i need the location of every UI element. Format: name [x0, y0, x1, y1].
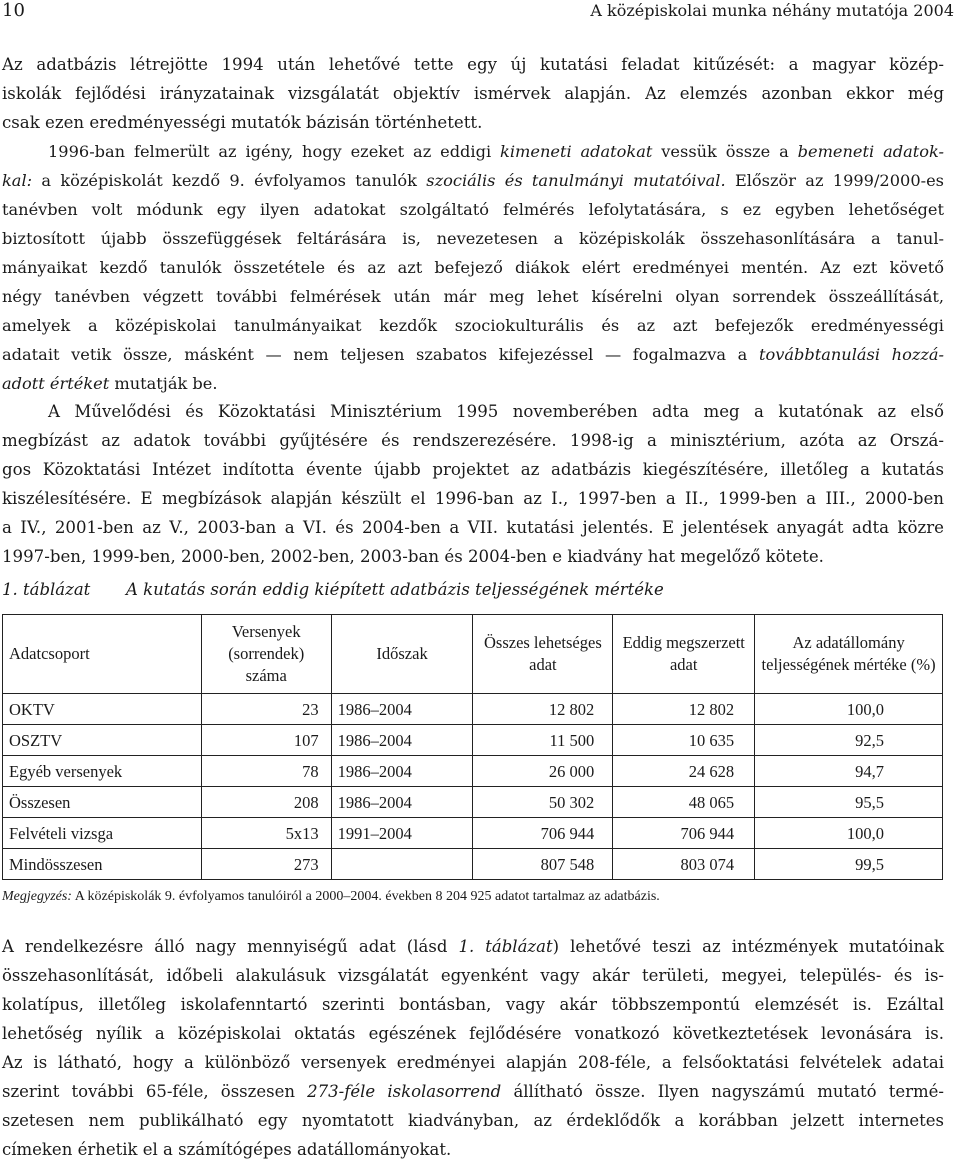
- cell-total-possible: 706 944: [473, 818, 613, 849]
- cell-total-possible: 807 548: [473, 849, 613, 880]
- table-row: [3, 694, 943, 725]
- running-title: A középiskolai munka néhány mutatója 2004: [590, 1, 954, 20]
- cell-group: OKTV: [3, 694, 202, 725]
- header-megszerzett-adat: Eddig megszerzett adat: [613, 615, 755, 694]
- header-teljesseg: Az adatállomány teljességének mértéke (%): [755, 615, 943, 694]
- para4-line6: szerint további 65-féle, összesen 273-féle iskolasorrend állítható össze. Ilyen nagyszámú mutató termé-: [2, 1082, 944, 1101]
- para2-line6: négy tanévben végzett további felmérések után már meg lehet kísérelni olyan sorrendek összeállítását,: [2, 287, 944, 306]
- table-caption: [2, 580, 664, 599]
- para1-line2: iskolák fejlődési irányzatainak vizsgálatát objektív ismérvek alapján. Az elemzés azonban ekkor még: [2, 84, 944, 103]
- para3-line6: 1997-ben, 1999-ben, 2000-ben, 2002-ben, 2003-ban és 2004-ben e kiadvány hat megelőző kötete.: [2, 547, 824, 566]
- para3-line2: megbízást az adatok további gyűjtésére és rendszerezésére. 1998-ig a minisztérium, azóta az Orszá-: [2, 431, 944, 450]
- para4-line3: kolatípus, illetőleg iskolafenntartó szerinti bontásban, vagy akár többszempontú elemzését is. Ezáltal: [2, 995, 944, 1014]
- cell-collected: 12 802: [613, 694, 755, 725]
- para4-line1: A rendelkezésre álló nagy mennyiségű adat (lásd 1. táblázat) lehetővé teszi az intézmények mutatóinak: [2, 937, 944, 956]
- cell-competitions: 107: [201, 725, 331, 756]
- header-adatcsoport: Adatcsoport: [3, 615, 202, 694]
- table-row: [3, 725, 943, 756]
- table-row: [3, 818, 943, 849]
- cell-competitions: 78: [201, 756, 331, 787]
- header-versenyek: Versenyek (sorrendek) száma: [201, 615, 331, 694]
- cell-period: 1991–2004: [331, 818, 473, 849]
- para4-line2: összehasonlítását, időbeli alakulásuk vizsgálatát egyenként vagy akár területi, megyei, település- és is-: [2, 966, 944, 985]
- cell-total-possible: 26 000: [473, 756, 613, 787]
- cell-completeness: 100,0: [755, 694, 943, 725]
- cell-completeness: 100,0: [755, 818, 943, 849]
- cell-total-possible: 50 302: [473, 787, 613, 818]
- cell-total-possible: 12 802: [473, 694, 613, 725]
- cell-group: OSZTV: [3, 725, 202, 756]
- table-row: [3, 849, 943, 880]
- cell-period: [331, 849, 473, 880]
- header-osszes-adat: Összes lehetséges adat: [473, 615, 613, 694]
- page-header: [0, 0, 960, 24]
- para4-line4: lehetőség nyílik a középiskolai oktatás egészének fejlődésére vonatkozó következtetések levonására is.: [2, 1024, 944, 1043]
- para3-line4: kiszélesítésére. E megbízások alapján készült el 1996-ban az I., 1997-ben a II., 1999-ben a III., 2000-ben: [2, 489, 944, 508]
- table-row: [3, 756, 943, 787]
- cell-completeness: 99,5: [755, 849, 943, 880]
- para2-line5: mányaikat kezdő tanulók összetétele és az azt befejező diákok elért eredményei mentén. Az ezt követő: [2, 258, 944, 277]
- cell-competitions: 273: [201, 849, 331, 880]
- table-header-row: [3, 615, 943, 694]
- header-idoszak: Időszak: [331, 615, 473, 694]
- cell-group: Mindösszesen: [3, 849, 202, 880]
- para3-line3: gos Közoktatási Intézet indította évente újabb projektet az adatbázis kiegészítésére, illetőleg a kutatás: [2, 460, 944, 479]
- para4-line8: címeken érhetik el a számítógépes adatállományokat.: [2, 1140, 452, 1159]
- cell-completeness: 95,5: [755, 787, 943, 818]
- cell-period: 1986–2004: [331, 694, 473, 725]
- para1-line1: Az adatbázis létrejötte 1994 után lehetővé tette egy új kutatási feladat kitűzését: a magyar közép-: [2, 55, 944, 74]
- para2-line1: 1996-ban felmerült az igény, hogy ezeket az eddigi kimeneti adatokat vessük össze a bemeneti adatok-: [48, 142, 944, 161]
- para2-line7: amelyek a középiskolai tanulmányaikat kezdők szociokulturális és az azt befejezők eredményességi: [2, 316, 944, 335]
- para2-line8: adatait vetik össze, másként — nem teljesen szabatos kifejezéssel — fogalmazva a továbbtanulási hozzá-: [2, 345, 944, 364]
- data-table: [2, 614, 943, 880]
- para2-line4: biztosított újabb összefüggések feltárására is, nevezetesen a középiskolák összehasonlítására a tanul-: [2, 229, 944, 248]
- cell-group: Összesen: [3, 787, 202, 818]
- cell-period: 1986–2004: [331, 725, 473, 756]
- table-note-text: A középiskolák 9. évfolyamos tanulóiról a 2000–2004. években 8 204 925 adatot tartalmaz az adatbázis.: [71, 889, 660, 904]
- para2-line9: adott értéket mutatják be.: [2, 374, 218, 393]
- table-caption-number: 1. táblázat: [2, 580, 91, 599]
- para1-line3: csak ezen eredményességi mutatók bázisán történhetett.: [2, 113, 483, 132]
- cell-group: Felvételi vizsga: [3, 818, 202, 849]
- table-note: [2, 889, 660, 905]
- table-row: [3, 787, 943, 818]
- para3-line5: a IV., 2001-ben az V., 2003-ban a VI. és 2004-ben a VII. kutatási jelentés. E jelentések anyagát adta közre: [2, 518, 944, 537]
- table-caption-title: A kutatás során eddig kiépített adatbázis teljességének mértéke: [126, 580, 664, 599]
- para2-line3: tanévben volt módunk egy ilyen adatokat szolgáltató felmérés lefolytatására, s ez egyben lehetőséget: [2, 200, 944, 219]
- cell-total-possible: 11 500: [473, 725, 613, 756]
- para4-line7: szetesen nem publikálható egy nyomtatott kiadványban, az érdeklődők a korábban jelzett internetes: [2, 1111, 944, 1130]
- cell-collected: 24 628: [613, 756, 755, 787]
- cell-completeness: 92,5: [755, 725, 943, 756]
- cell-competitions: 5x13: [201, 818, 331, 849]
- para3-line1: A Művelődési és Közoktatási Minisztérium 1995 novemberében adta meg a kutatónak az első: [48, 402, 944, 421]
- cell-period: 1986–2004: [331, 787, 473, 818]
- cell-collected: 48 065: [613, 787, 755, 818]
- cell-collected: 803 074: [613, 849, 755, 880]
- cell-group: Egyéb versenyek: [3, 756, 202, 787]
- cell-competitions: 208: [201, 787, 331, 818]
- cell-period: 1986–2004: [331, 756, 473, 787]
- cell-completeness: 94,7: [755, 756, 943, 787]
- table-note-label: Megjegyzés:: [2, 889, 72, 904]
- cell-competitions: 23: [201, 694, 331, 725]
- cell-collected: 706 944: [613, 818, 755, 849]
- cell-collected: 10 635: [613, 725, 755, 756]
- para4-line5: Az is látható, hogy a különböző versenyek eredményei alapján 208-féle, a felsőoktatási felvételek adatai: [2, 1053, 944, 1072]
- page-number: 10: [2, 0, 25, 21]
- para2-line2: kal: a középiskolát kezdő 9. évfolyamos tanulók szociális és tanulmányi mutatóival. Először az 1999/2000-es: [2, 171, 944, 190]
